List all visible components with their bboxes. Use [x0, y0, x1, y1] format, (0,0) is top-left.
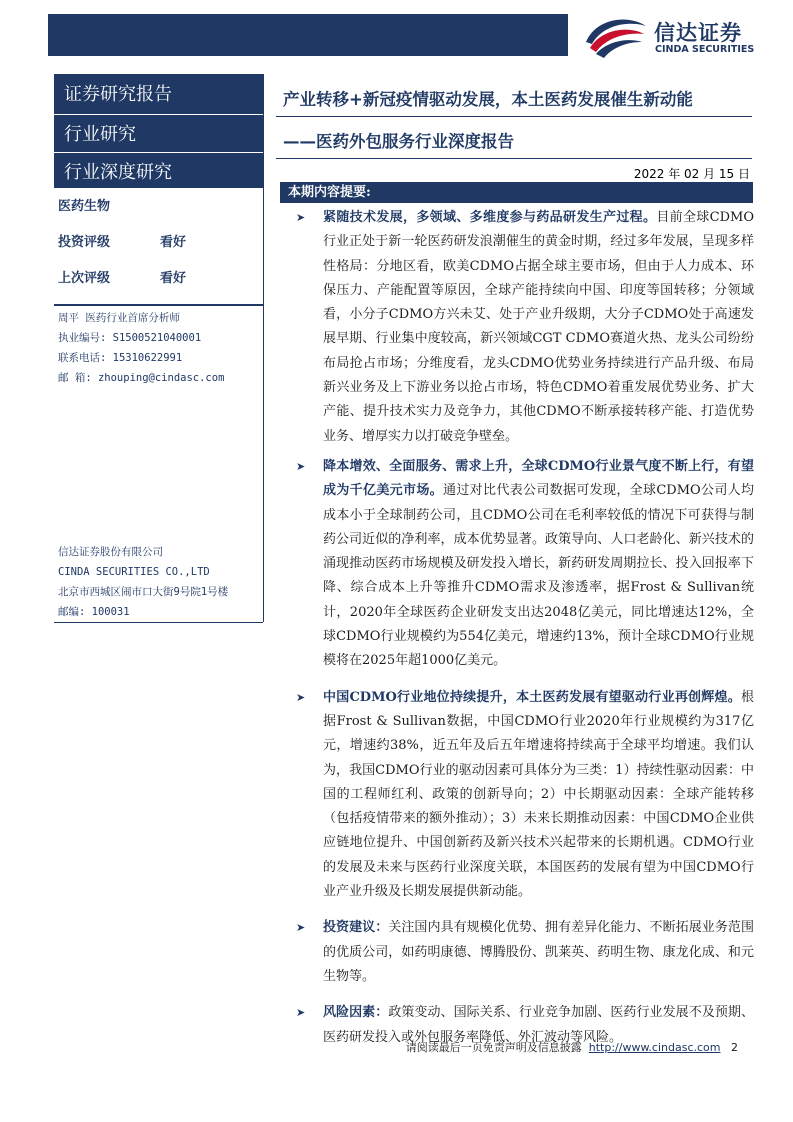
- rating-label: 投资评级: [58, 235, 111, 250]
- footer-disclaimer: 请阅读最后一页免责声明及信息披露: [405, 1041, 582, 1054]
- company-logo: [582, 12, 782, 60]
- bullet-text: 关注国内具有规模化优势、拥有差异化能力、不断拓展业务范围的优质公司，如药明康德、博腾股份、凯莱英、药明生物、康龙化成、和元生物等。: [323, 920, 754, 984]
- category-label: 行业研究: [54, 114, 263, 152]
- company-postcode: 邮编: 100031: [58, 606, 130, 618]
- bullet-lead: 投资建议：: [323, 920, 389, 936]
- bullet-text: 政策变动、国际关系、行业竞争加剧、医药行业发展不及预期、医药研发投入或外包服务率降低、外汇波动等风险。: [323, 1005, 754, 1045]
- summary-bullet: [296, 206, 754, 449]
- arrow-bullet-icon: ➤: [296, 211, 306, 224]
- bullet-text: 根据Frost & Sullivan数据，中国CDMO行业2020年行业规模约为317亿元，增速约38%，近五年及后五年增速将持续高于全球平均增速。我们认为，我国CDMO行业的驱动因素可具体分为三类：1）持续性驱动因素：中国的工程师红利、政策的创新导向；2）中长期驱动因素：全球产能转移（包括疫情带来的额外推动）；3）未来长期推动因素：中国CDMO企业供应链地位提升、中国创新药及新兴技术兴起带来的长期机遇。CDMO行业的发展及未来与医药行业深度关联，本国医药的发展有望为中国CDMO行业产业升级及长期发展提供新动能。: [323, 689, 754, 900]
- company-name-en: CINDA SECURITIES CO.,LTD: [58, 566, 210, 578]
- company-info: [58, 542, 228, 622]
- arrow-bullet-icon: ➤: [296, 459, 306, 473]
- rating-value: 看好: [160, 235, 187, 250]
- summary-bullets: [296, 206, 754, 1050]
- report-subtitle: ——医药外包服务行业深度报告: [283, 132, 514, 151]
- sidebar-bottom-border: [54, 622, 263, 623]
- arrow-bullet-icon: ➤: [296, 921, 306, 935]
- brand-name-cn: 信达证券: [654, 21, 742, 45]
- analyst-name: 周平 医药行业首席分析师: [58, 312, 180, 324]
- arrow-bullet-icon: ➤: [296, 1006, 306, 1020]
- subtitle-divider: [276, 158, 752, 159]
- bullet-lead: 降本增效、全面服务、需求上升，全球CDMO行业景气度不断上行，有望成为千亿美元市场。: [323, 458, 754, 499]
- investment-rating: [54, 231, 263, 250]
- brand-name-en: CINDA SECURITIES: [655, 44, 755, 55]
- footer-website-link[interactable]: http://www.cindasc.com: [588, 1041, 721, 1054]
- bullet-lead: 紧随技术发展，多领域、多维度参与药品研发生产过程。: [323, 210, 657, 225]
- summary-bullet: [296, 455, 754, 674]
- prev-rating-label: 上次评级: [58, 271, 111, 286]
- sector-label: 医药生物: [58, 199, 111, 214]
- bullet-text: 通过对比代表公司数据可发现，全球CDMO公司人均成本小于全球制药公司，且CDMO公司在毛利率较低的情况下可获得与制药公司近似的净利率，成本优势显著。政策导向、人口老龄化、新兴技术的涌现推动医药市场规模及研发投入增长，新药研发周期拉长、投入回报率下降、综合成本上升等推升CDMO需求及渗透率，据Frost & Sullivan统计，2020年全球医药企业研发支出达2048亿美元，同比增速达12%，全球CDMO行业规模约为554亿美元，增速约13%，预计全球CDMO行业规模将在2025年超1000亿美元。: [323, 483, 754, 669]
- analyst-email[interactable]: 邮 箱: zhouping@cindasc.com: [58, 372, 225, 384]
- sidebar: [54, 74, 263, 388]
- summary-bullet: [296, 916, 754, 989]
- summary-bullet: [296, 686, 754, 905]
- page-number: 2: [731, 1041, 738, 1054]
- subcategory-label: 行业深度研究: [54, 152, 263, 188]
- report-title: 产业转移+新冠疫情驱动发展，本土医药发展催生新动能: [283, 90, 693, 109]
- bullet-lead: 中国CDMO行业地位持续提升，本土医药发展有望驱动行业再创辉煌。: [323, 689, 741, 705]
- summary-heading: 本期内容提要:: [280, 182, 753, 203]
- report-date: 2022 年 02 月 15 日: [633, 167, 750, 181]
- analyst-license: 执业编号: S1500521040001: [58, 332, 202, 344]
- prev-rating-value: 看好: [160, 271, 187, 286]
- company-name-cn: 信达证券股份有限公司: [58, 546, 163, 558]
- bullet-lead: 风险因素：: [323, 1005, 389, 1021]
- cinda-emblem-icon: [582, 12, 650, 60]
- title-divider: [276, 116, 752, 117]
- sidebar-divider: [54, 304, 263, 306]
- bullet-text: 目前全球CDMO行业正处于新一轮医药研发浪潮催生的黄金时期，经过多年发展，呈现多样性格局：分地区看，欧美CDMO占据全球主要市场，但由于人力成本、环保压力、产能配置等原因，全球产能持续向中国、印度等国转移；分领域看，小分子CDMO方兴未艾、处于产业升级期，大分子CDMO处于高速发展早期、行业集中度较高，新兴领域CGT CDMO赛道火热、龙头公司纷纷布局抢占市场；分维度看，龙头CDMO优势业务持续进行产品升级、布局新兴业务及上下游业务以抢占市场，特色CDMO着重发展优势业务、扩大产能、提升技术实力及竞争力，其他CDMO不断承接转移产能、打造优势业务、增厚实力以打破竞争壁垒。: [323, 210, 754, 444]
- company-address: 北京市西城区闹市口大街9号院1号楼: [58, 586, 229, 598]
- analyst-info: [54, 308, 263, 388]
- arrow-bullet-icon: ➤: [296, 690, 306, 704]
- previous-rating: [54, 267, 263, 286]
- page-footer: [406, 1039, 738, 1055]
- sidebar-right-border: [263, 74, 264, 622]
- report-type-label: 证券研究报告: [54, 74, 263, 114]
- analyst-phone: 联系电话: 15310622991: [58, 352, 183, 364]
- header-bar: [48, 14, 568, 56]
